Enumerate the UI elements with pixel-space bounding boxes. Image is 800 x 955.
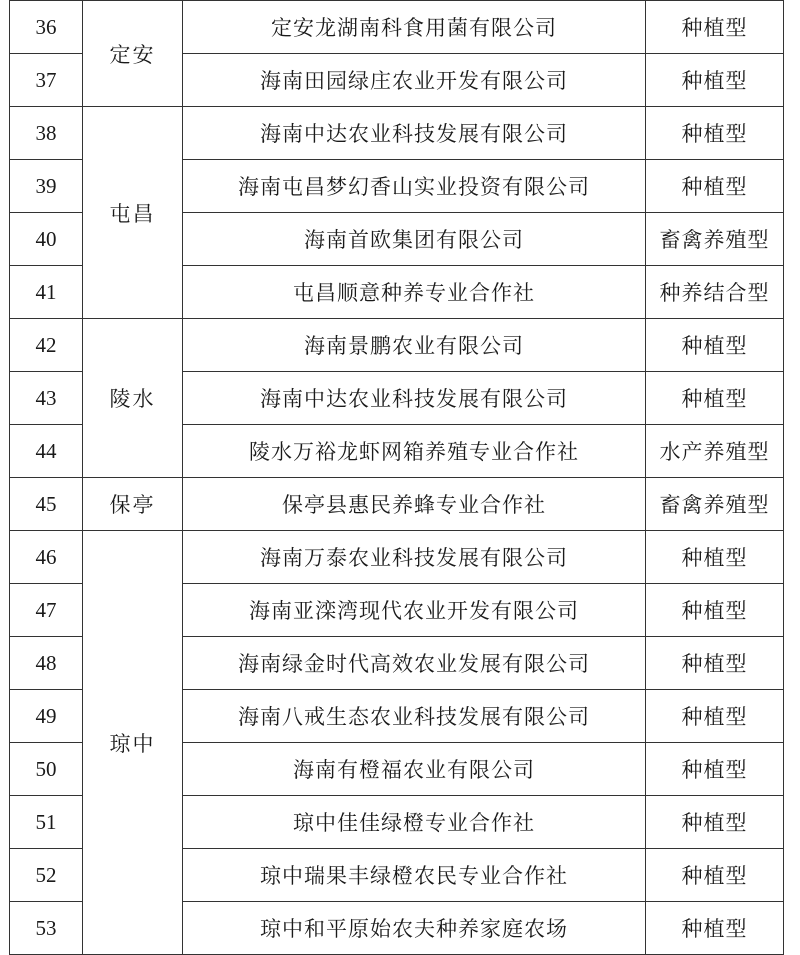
row-number: 51 [10,796,83,849]
row-number: 49 [10,690,83,743]
business-type: 种植型 [646,584,784,637]
row-number: 46 [10,531,83,584]
business-type: 种植型 [646,54,784,107]
row-number: 42 [10,319,83,372]
company-name: 海南景鹏农业有限公司 [183,319,646,372]
company-name: 保亭县惠民养蜂专业合作社 [183,478,646,531]
company-name: 定安龙湖南科食用菌有限公司 [183,1,646,54]
company-name: 海南亚滦湾现代农业开发有限公司 [183,584,646,637]
business-type: 种养结合型 [646,266,784,319]
row-number: 45 [10,478,83,531]
company-name: 海南中达农业科技发展有限公司 [183,107,646,160]
company-name: 海南有橙福农业有限公司 [183,743,646,796]
row-number: 37 [10,54,83,107]
region-cell: 保亭 [83,478,183,531]
table-row [10,319,784,372]
business-type: 种植型 [646,319,784,372]
row-number: 53 [10,902,83,955]
region-cell: 陵水 [83,319,183,478]
business-type: 种植型 [646,690,784,743]
row-number: 36 [10,1,83,54]
company-name: 屯昌顺意种养专业合作社 [183,266,646,319]
region-cell: 定安 [83,1,183,107]
table-row [10,107,784,160]
business-type: 畜禽养殖型 [646,213,784,266]
business-type: 种植型 [646,160,784,213]
row-number: 44 [10,425,83,478]
business-type: 种植型 [646,107,784,160]
company-name: 海南屯昌梦幻香山实业投资有限公司 [183,160,646,213]
row-number: 41 [10,266,83,319]
business-type: 畜禽养殖型 [646,478,784,531]
row-number: 52 [10,849,83,902]
enterprise-table [9,0,784,955]
company-name: 海南万泰农业科技发展有限公司 [183,531,646,584]
business-type: 水产养殖型 [646,425,784,478]
business-type: 种植型 [646,1,784,54]
company-name: 琼中佳佳绿橙专业合作社 [183,796,646,849]
business-type: 种植型 [646,372,784,425]
row-number: 39 [10,160,83,213]
company-name: 海南八戒生态农业科技发展有限公司 [183,690,646,743]
region-cell: 琼中 [83,531,183,955]
company-name: 陵水万裕龙虾网箱养殖专业合作社 [183,425,646,478]
business-type: 种植型 [646,849,784,902]
row-number: 38 [10,107,83,160]
row-number: 43 [10,372,83,425]
row-number: 48 [10,637,83,690]
table-row [10,531,784,584]
row-number: 47 [10,584,83,637]
table-row [10,1,784,54]
business-type: 种植型 [646,796,784,849]
company-name: 琼中瑞果丰绿橙农民专业合作社 [183,849,646,902]
company-name: 海南田园绿庄农业开发有限公司 [183,54,646,107]
company-name: 琼中和平原始农夫种养家庭农场 [183,902,646,955]
business-type: 种植型 [646,902,784,955]
business-type: 种植型 [646,637,784,690]
company-name: 海南首欧集团有限公司 [183,213,646,266]
table-row [10,478,784,531]
row-number: 40 [10,213,83,266]
company-name: 海南中达农业科技发展有限公司 [183,372,646,425]
business-type: 种植型 [646,743,784,796]
business-type: 种植型 [646,531,784,584]
company-name: 海南绿金时代高效农业发展有限公司 [183,637,646,690]
row-number: 50 [10,743,83,796]
region-cell: 屯昌 [83,107,183,319]
